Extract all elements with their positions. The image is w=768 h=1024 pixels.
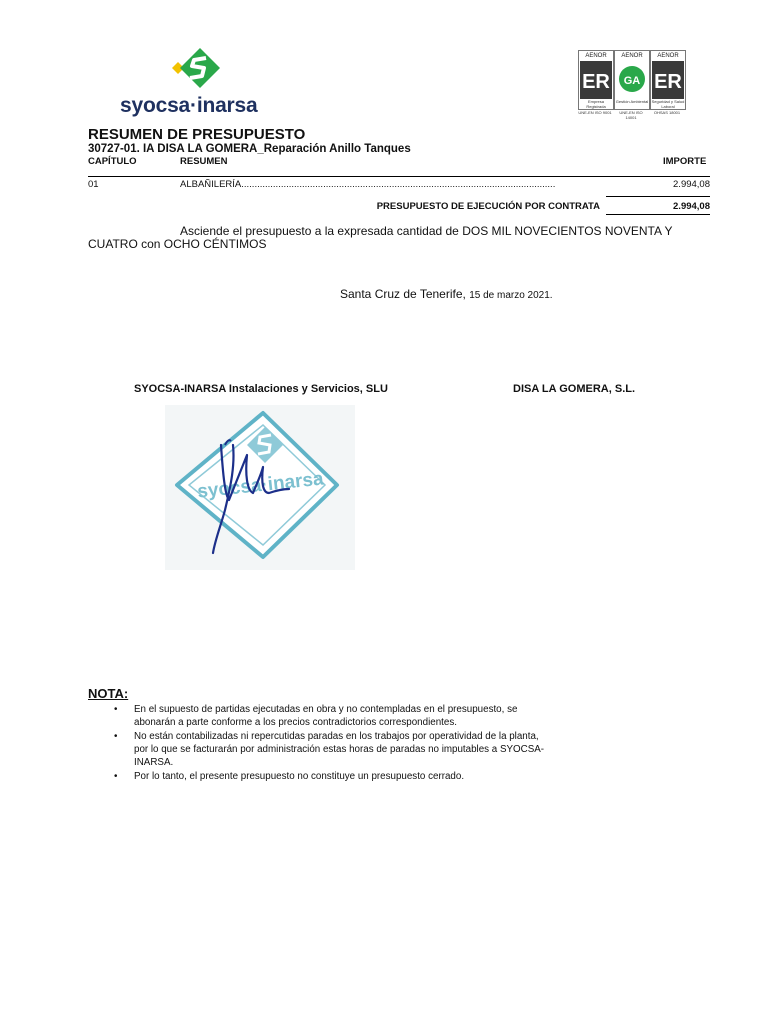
bullet: • (114, 704, 118, 715)
nota-list (114, 703, 554, 784)
company-stamp-signature-icon (165, 405, 355, 570)
list-item (114, 770, 554, 783)
badge-code: UNE-EN ISO 9001 (578, 110, 612, 115)
badge-caption: Empresa Registrada (586, 99, 606, 109)
badge-code: UNE-EN ISO 14001 (619, 110, 643, 120)
badge-header: AENOR (657, 53, 679, 59)
header-resumen: RESUMEN (180, 156, 228, 167)
row-capitulo: 01 (88, 179, 99, 190)
row-importe: 2.994,08 (673, 179, 710, 190)
header-capitulo: CAPÍTULO (88, 156, 137, 167)
divider (88, 176, 710, 177)
aenor-ga-badge (614, 50, 650, 110)
er-mark-icon (580, 61, 612, 99)
nota-item-text: En el supuesto de partidas ejecutadas en obra y no contempladas en el presupuesto, se abonarán a parte conforme a los precios contradictorios correspondientes. (134, 704, 518, 728)
place-date (340, 287, 553, 301)
badge-caption: Gestión Ambiental (615, 99, 649, 104)
amount-text-line2: CUATRO con OCHO CÉNTIMOS (88, 237, 267, 251)
svg-text:ER: ER (582, 71, 610, 93)
nota-item-text: No están contabilizadas ni repercutidas paradas en los trabajos por operatividad de la planta, por lo que se facturarán por administración estas horas de paradas no imputables a SYOCSA-INARSA. (134, 731, 545, 768)
badge-header: AENOR (621, 53, 643, 59)
document-title: RESUMEN DE PRESUPUESTO (88, 126, 306, 143)
svg-text:GA: GA (623, 75, 641, 87)
divider (606, 214, 710, 215)
svg-text:syocsa·inarsa: syocsa·inarsa (196, 468, 325, 503)
er-mark-icon (652, 61, 684, 99)
total-value: 2.994,08 (673, 201, 710, 212)
ga-mark-icon (616, 61, 648, 99)
badge-caption: Seguridad y Salud Laboral (651, 99, 685, 109)
badge-header: AENOR (585, 53, 607, 59)
nota-item-text: Por lo tanto, el presente presupuesto no constituye un presupuesto cerrado. (134, 771, 465, 782)
date: 15 de marzo 2021. (469, 290, 553, 301)
badge-code: OHSAS 18001 (653, 110, 681, 115)
bullet: • (114, 731, 118, 742)
header-importe: IMPORTE (663, 156, 707, 167)
aenor-er-safety-badge (650, 50, 686, 110)
bullet: • (114, 771, 118, 782)
total-label: PRESUPUESTO DE EJECUCIÓN POR CONTRATA (376, 201, 600, 212)
document-subtitle: 30727-01. IA DISA LA GOMERA_Reparación Anillo Tanques (88, 143, 411, 155)
amount-text-line1: Asciende el presupuesto a la expresada cantidad de DOS MIL NOVECIENTOS NOVENTA Y (180, 224, 673, 238)
row-resumen: ALBAÑILERÍA....................................................................................................................... (180, 179, 556, 190)
aenor-er-badge (578, 50, 614, 110)
party-left: SYOCSA-INARSA Instalaciones y Servicios, SLU (134, 383, 388, 395)
list-item (114, 703, 554, 729)
place: Santa Cruz de Tenerife, (340, 287, 470, 301)
company-logo-text: syocsa·inarsa (120, 94, 258, 117)
certification-badges (578, 50, 710, 120)
divider (606, 196, 710, 197)
list-item (114, 730, 554, 769)
party-right: DISA LA GOMERA, S.L. (513, 383, 636, 395)
nota-title: NOTA: (88, 686, 129, 701)
svg-text:ER: ER (654, 71, 682, 93)
